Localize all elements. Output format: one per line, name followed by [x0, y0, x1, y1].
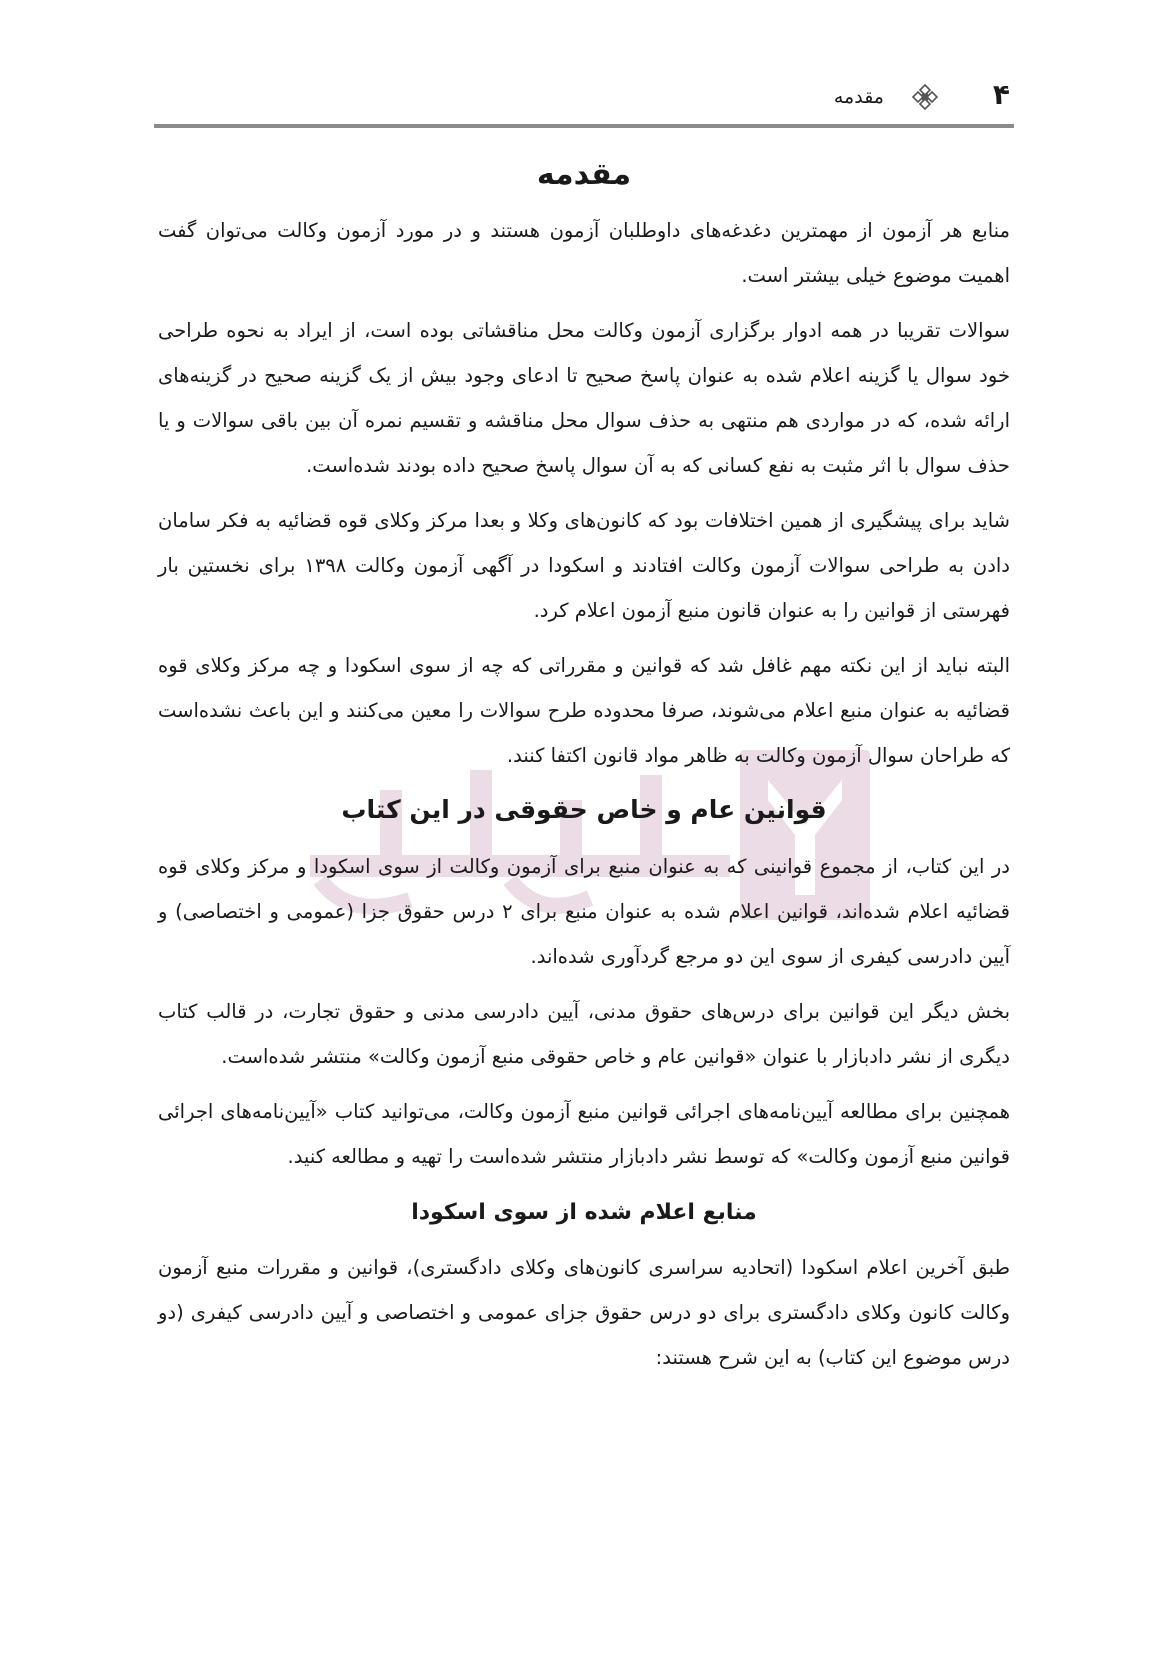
section-heading: قوانین عام و خاص حقوقی در این کتاب [341, 795, 827, 824]
paragraph: شاید برای پیشگیری از همین اختلافات بود که کانون‌های وکلا و بعدا مرکز وکلای قوه قضائیه به فکر سامان دادن به طراحی سوالات آزمون وکالت افتادند و اسکودا در آگهی آزمون وکالت ۱۳۹۸ برای نخستین بار فهرستی از قوانین را به عنوان قانون منبع آزمون اعلام کرد. [158, 509, 1010, 622]
running-header [154, 76, 1012, 124]
page-content [158, 150, 1010, 1390]
paragraph: همچنین برای مطالعه آیین‌نامه‌های اجرائی قوانین منبع آزمون وکالت، می‌توانید کتاب «آیین‌نامه‌های اجرائی قوانین منبع آزمون وکالت» که توسط نشر دادبازار منتشر شده‌است را تهیه و مطالعه کنید. [158, 1100, 1010, 1168]
paragraph: طبق آخرین اعلام اسکودا (اتحادیه سراسری کانون‌های وکلای دادگستری)، قوانین و مقررات منبع آزمون وکالت کانون وکلای دادگستری برای دو درس حقوق جزای عمومی و اختصاصی و آیین دادرسی کیفری (دو درس موضوع این کتاب) به این شرح هستند: [158, 1256, 1010, 1369]
diamond-knot-ornament-icon [912, 84, 938, 110]
header-divider [154, 124, 1014, 128]
paragraph: بخش دیگر این قوانین برای درس‌های حقوق مدنی، آیین دادرسی مدنی و حقوق تجارت، در قالب کتاب دیگری از نشر دادبازار با عنوان «قوانین عام و خاص حقوقی منبع آزمون وکالت» منتشر شده‌است. [158, 1000, 1010, 1068]
subsection-heading: منابع اعلام شده از سوی اسکودا [411, 1200, 757, 1225]
chapter-title: مقدمه [536, 157, 632, 192]
paragraph: منابع هر آزمون از مهمترین دغدغه‌های داوطلبان آزمون هستند و در مورد آزمون وکالت می‌توان گفت اهمیت موضوع خیلی بیشتر است. [158, 219, 1010, 287]
paragraph: البته نباید از این نکته مهم غافل شد که قوانین و مقرراتی که چه از سوی اسکودا و چه مرکز وکلای قوه قضائیه به عنوان منبع اعلام می‌شوند، صرفا محدوده طرح سوالات را معین می‌کنند و این باعث نشده‌است که طراحان سوال آزمون وکالت به ظاهر مواد قانون اکتفا کنند. [158, 654, 1010, 767]
paragraph: در این کتاب، از مجموع قوانینی که به عنوان منبع برای آزمون وکالت از سوی اسکودا و مرکز وکلای قوه قضائیه اعلام شده‌اند، قوانین اعلام شده به عنوان منبع برای ۲ درس حقوق جزا (عمومی و اختصاصی) و آیین دادرسی کیفری از سوی این دو مرجع گردآوری شده‌اند. [158, 855, 1010, 968]
paragraph: سوالات تقریبا در همه ادوار برگزاری آزمون وکالت محل مناقشاتی بوده است، از ایراد به نحوه طراحی خود سوال یا گزینه اعلام شده به عنوان پاسخ صحیح تا ادعای وجود بیش از یک گزینه صحیح در گزینه‌های ارائه شده، که در مواردی هم منتهی به حذف سوال محل مناقشه و تقسیم نمره آن بین باقی سوالات و یا حذف سوال با اثر مثبت به نفع کسانی که به آن سوال پاسخ صحیح داده بودند شده‌است. [158, 319, 1010, 477]
page-number: ۴ [992, 78, 1010, 111]
running-header-label: مقدمه [833, 86, 884, 108]
